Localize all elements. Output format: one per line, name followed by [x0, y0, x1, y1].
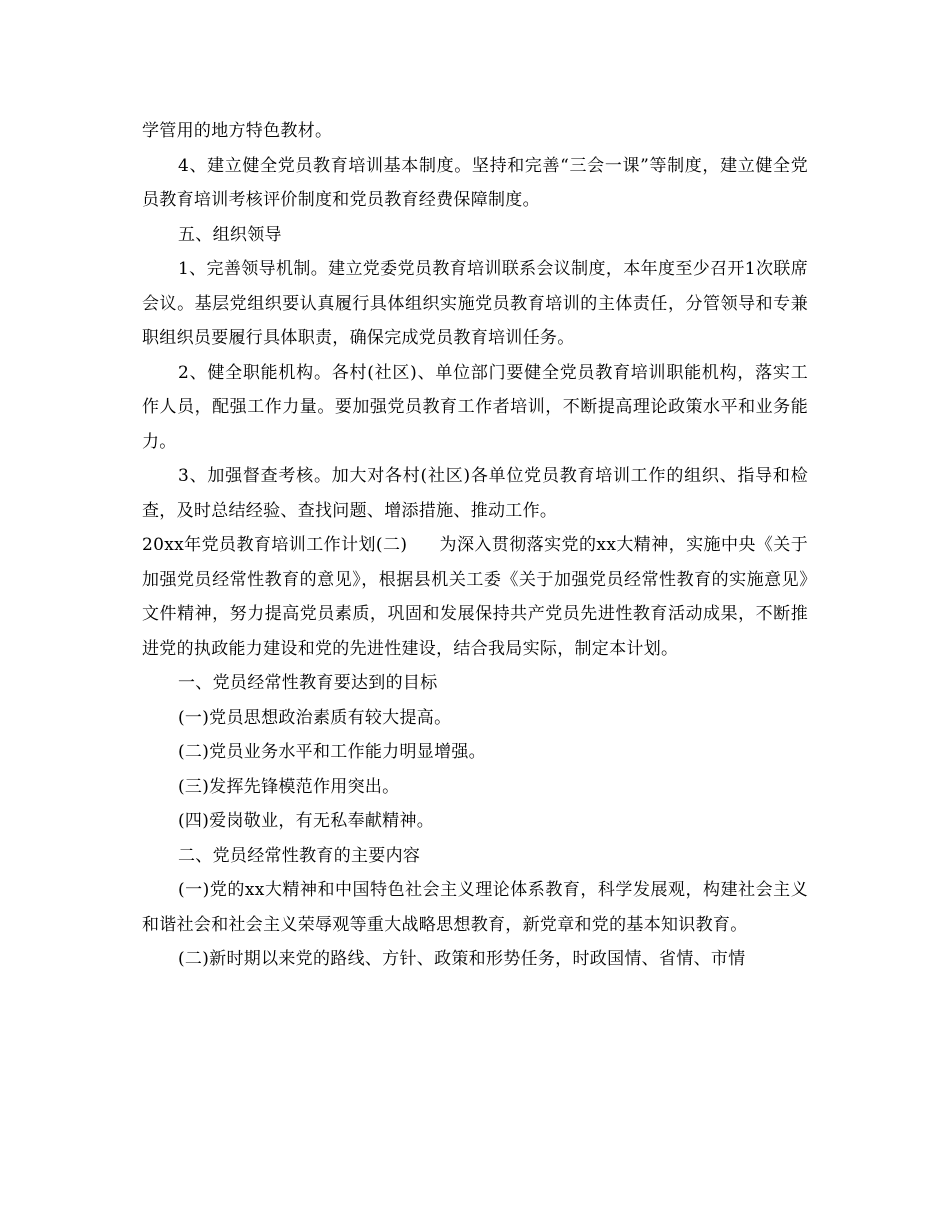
paragraph-2: 4、建立健全党员教育培训基本制度。坚持和完善“三会一课”等制度，建立健全党员教育培训考核评价制度和党员教育经费保障制度。	[142, 155, 808, 210]
document-body	[142, 114, 808, 977]
paragraph-1: 学管用的地方特色教材。	[142, 121, 333, 141]
heading-organization-leadership: 五、组织领导	[178, 224, 282, 245]
section-title: 20xx年党员教育培训工作计划(二)	[142, 535, 408, 555]
paragraph-4: 2、健全职能机构。各村(社区)、单位部门要健全党员教育培训职能机构，落实工作人员，配强工作力量。要加强党员教育工作者培训，不断提高理论政策水平和业务能力。	[142, 362, 808, 452]
heading-main-content: 二、党员经常性教育的主要内容	[178, 845, 421, 866]
heading-goals: 一、党员经常性教育要达到的目标	[178, 673, 438, 693]
content-item-1: (一)党的xx大精神和中国特色社会主义理论体系教育，科学发展观，构建社会主义和谐社会和社会主义荣辱观等重大战略思想教育，新党章和党的基本知识教育。	[142, 880, 808, 935]
goal-item-3: (三)发挥先锋模范作用突出。	[178, 776, 400, 797]
content-item-2: (二)新时期以来党的路线、方针、政策和形势任务，时政国情、省情、市情	[178, 949, 746, 969]
section-intro-paragraph	[142, 528, 808, 666]
goal-item-4: (四)爱岗敬业，有无私奉献精神。	[178, 811, 435, 831]
paragraph-5: 3、加强督查考核。加大对各村(社区)各单位党员教育培训工作的组织、指导和检查，及时总结经验、查找问题、增添措施、推动工作。	[142, 466, 808, 521]
goal-item-2: (二)党员业务水平和工作能力明显增强。	[178, 742, 486, 762]
paragraph-3: 1、完善领导机制。建立党委党员教育培训联系会议制度，本年度至少召开1次联席会议。基层党组织要认真履行具体组织实施党员教育培训的主体责任，分管领导和专兼职组织员要履行具体职责，确保完成党员教育培训任务。	[142, 259, 808, 348]
section-intro-text: 为深入贯彻落实党的xx大精神，实施中央《关于加强党员经常性教育的意见》，根据县机关工委《关于加强党员经常性教育的实施意见》文件精神，努力提高党员素质，巩固和发展保持共产党员先进性教育活动成果，不断推进党的执政能力建设和党的先进性建设，结合我局实际，制定本计划。	[142, 535, 808, 659]
goal-item-1: (一)党员思想政治素质有较大提高。	[178, 707, 452, 728]
